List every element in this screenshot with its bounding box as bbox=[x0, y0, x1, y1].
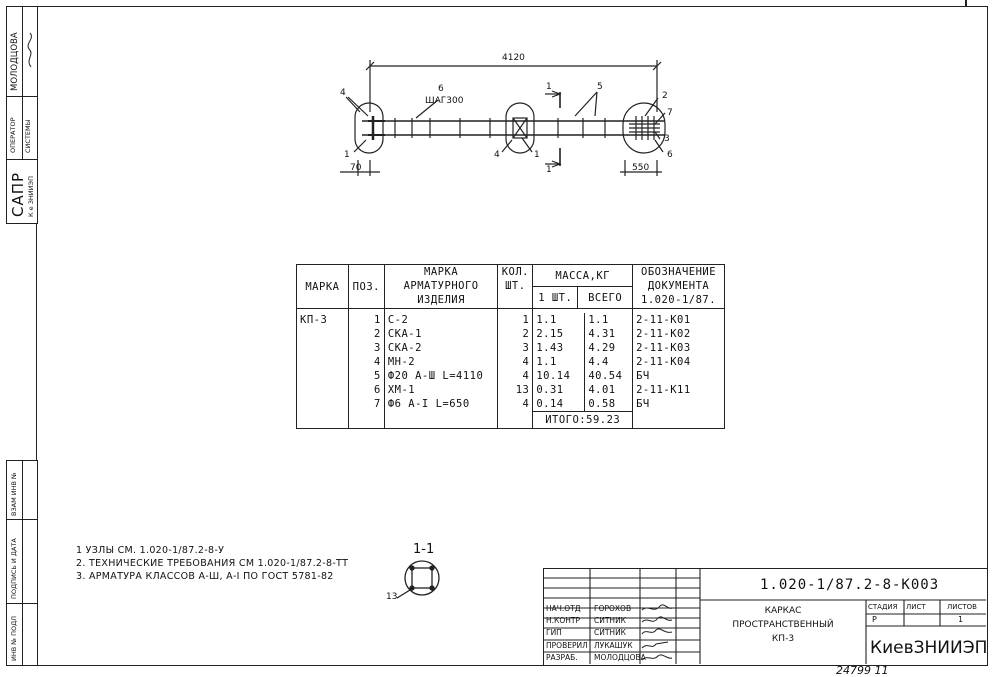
pos-4-left: 4 bbox=[340, 88, 346, 98]
section-label: 13 bbox=[386, 592, 398, 602]
pos-5: 5 bbox=[597, 82, 603, 92]
sheets-header: ЛИСТОВ bbox=[947, 603, 977, 611]
specification-table bbox=[296, 264, 725, 429]
pos-2: 2 bbox=[662, 91, 668, 101]
header-poz: ПОЗ. bbox=[348, 265, 384, 309]
operator-label-1: ОПЕРАТОР bbox=[9, 117, 17, 153]
pos-4-mid: 4 bbox=[494, 150, 500, 160]
doc-column: 2-11-К01 2-11-К02 2-11-К03 2-11-К04 БЧ 2-11-К11 БЧ bbox=[633, 309, 725, 429]
role-nach-otd: НАЧ.ОТД bbox=[546, 604, 581, 613]
name-sitnik-1: СИТНИК bbox=[594, 616, 627, 625]
developer-name: МОЛОДЦОВА bbox=[10, 32, 20, 91]
total-cell: ИТОГО:59.23 bbox=[533, 412, 632, 429]
massa-block bbox=[533, 309, 633, 429]
header-kol: КОЛ. ШТ. bbox=[498, 265, 533, 309]
section-view bbox=[392, 556, 452, 606]
stage-value: Р bbox=[872, 615, 877, 624]
document-code: 1.020-1/87.2-8-К003 bbox=[760, 577, 940, 593]
role-gip: ГИП bbox=[546, 628, 562, 637]
pos-6-top: 6 bbox=[438, 84, 444, 94]
izdelie-column: С-2 СКА-1 СКА-2 МН-2 Ф20 А-Ш L=4110 ХМ-1 Ф6 А-I L=650 bbox=[384, 309, 498, 429]
step-label: ШАГ300 bbox=[425, 96, 464, 106]
role-razrab: РАЗРАБ. bbox=[546, 653, 578, 662]
role-n-kontr: Н.КОНТР bbox=[546, 616, 580, 625]
sapr-sub-label: К е ЗНИИЭП bbox=[27, 176, 35, 217]
pos-3: 3 bbox=[664, 134, 670, 144]
header-doc: ОБОЗНАЧЕНИЕ ДОКУМЕНТА 1.020-1/87. bbox=[633, 265, 725, 309]
pos-1-left: 1 bbox=[344, 150, 350, 160]
operator-label-2: СИСТЕМЫ bbox=[24, 119, 32, 153]
name-lukashuk: ЛУКАШУК bbox=[594, 641, 633, 650]
dim-total: 4120 bbox=[502, 53, 525, 63]
marka-cell: КП-3 bbox=[297, 309, 349, 429]
kol-column: 1 2 3 4 4 13 4 bbox=[498, 309, 533, 429]
sidebar-label-podpis: ПОДПИСЬ И ДАТА bbox=[10, 538, 18, 599]
header-izdelie: МАРКА АРМАТУРНОГО ИЗДЕЛИЯ bbox=[384, 265, 498, 309]
name-gorokhov: ГОРОХОВ bbox=[594, 604, 632, 613]
note-1: 1 УЗЛЫ СМ. 1.020-1/87.2-8-У bbox=[76, 545, 225, 556]
sidebar-label-vzam: ВЗАМ ИНВ № bbox=[10, 472, 18, 516]
poz-column: 1 2 3 4 5 6 7 bbox=[348, 309, 384, 429]
dim-left: 70 bbox=[350, 163, 362, 173]
pos-7: 7 bbox=[667, 108, 673, 118]
massa-1sht-column: 1.1 2.15 1.43 1.1 10.14 0.31 0.14 bbox=[533, 313, 585, 412]
header-massa-1sht: 1 ШТ. bbox=[533, 287, 578, 309]
sidebar-bottom-block bbox=[6, 460, 38, 666]
role-proveril: ПРОВЕРИЛ bbox=[546, 641, 588, 650]
note-2: 2. ТЕХНИЧЕСКИЕ ТРЕБОВАНИЯ СМ 1.020-1/87.2-8-ТТ bbox=[76, 558, 349, 569]
pos-6-right: 6 bbox=[667, 150, 673, 160]
signatures bbox=[638, 602, 678, 664]
name-sitnik-2: СИТНИК bbox=[594, 628, 627, 637]
organization-name: КиевЗНИИЭП bbox=[870, 638, 988, 658]
stage-header: СТАДИЯ bbox=[868, 603, 898, 611]
title-line-2: ПРОСТРАНСТВЕННЫЙ bbox=[732, 620, 834, 630]
frame-drawing bbox=[0, 0, 997, 200]
massa-vsego-column: 1.1 4.31 4.29 4.4 40.54 4.01 0.58 bbox=[588, 314, 623, 410]
title-line-3: КП-3 bbox=[771, 634, 795, 644]
section-mark-top: 1 bbox=[546, 82, 552, 92]
note-3: 3. АРМАТУРА КЛАССОВ А-Ш, А-I ПО ГОСТ 5781-82 bbox=[76, 571, 334, 582]
footer-number: 24799 11 bbox=[836, 664, 889, 677]
sheet-header: ЛИСТ bbox=[906, 603, 926, 611]
sapr-label: САПР bbox=[9, 171, 27, 217]
header-massa-vsego: ВСЕГО bbox=[578, 287, 633, 309]
sidebar-label-inv: ИНВ № ПОДЛ bbox=[10, 615, 18, 661]
title-line-1: КАРКАС bbox=[764, 606, 802, 616]
header-massa: МАССА,КГ bbox=[533, 265, 633, 287]
name-molodtsova: МОЛОДЦОВА bbox=[594, 653, 646, 662]
dim-right: 550 bbox=[632, 163, 650, 173]
section-mark-bottom: 1 bbox=[546, 165, 552, 175]
sheets-value: 1 bbox=[958, 615, 964, 624]
pos-1-mid: 1 bbox=[534, 150, 540, 160]
section-title: 1-1 bbox=[413, 542, 435, 557]
header-marka: МАРКА bbox=[297, 265, 349, 309]
